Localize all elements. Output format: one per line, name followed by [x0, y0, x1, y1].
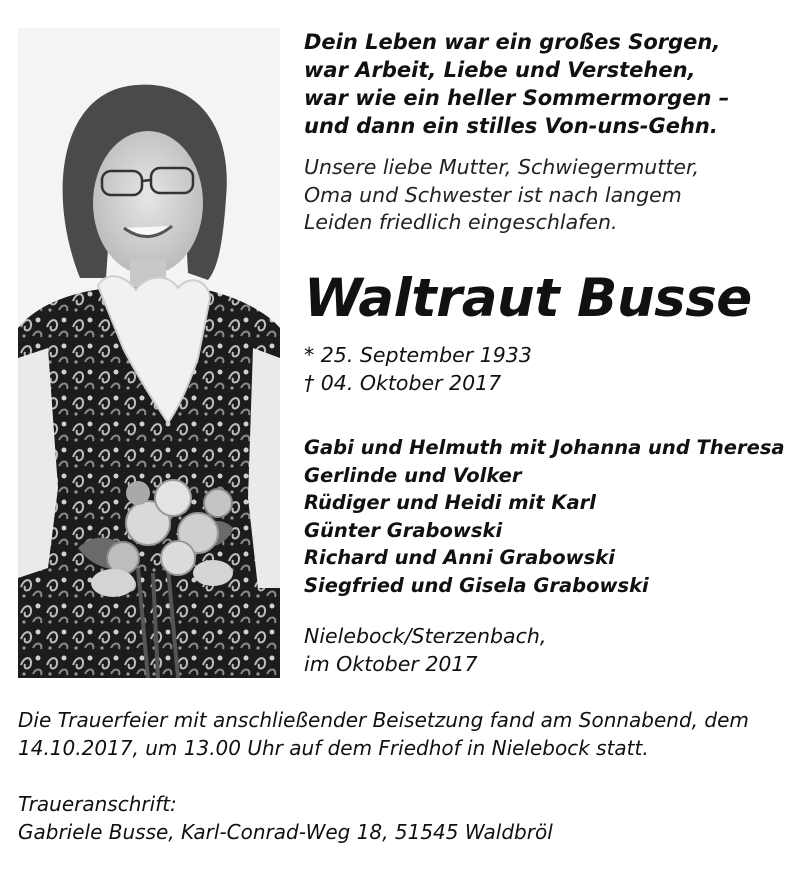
- mourner-entry: Siegfried und Gisela Grabowski: [304, 573, 649, 597]
- mourning-address: [18, 790, 788, 846]
- place-and-date: [304, 622, 784, 678]
- mourner-entry: Günter Grabowski: [304, 518, 503, 542]
- intro-line: Oma und Schwester ist nach langem: [304, 182, 682, 207]
- mourner-entry: Rüdiger und Heidi mit Karl: [304, 491, 596, 514]
- intro-text: [304, 154, 784, 237]
- mourner-entry: Richard und Anni Grabowski: [304, 546, 615, 569]
- address-line: Gabriele Busse, Karl-Conrad-Weg 18, 51545 Waldbröl: [18, 820, 553, 844]
- intro-line: Leiden friedlich eingeschlafen.: [304, 210, 618, 234]
- mourner-entry: Gerlinde und Volker: [304, 463, 522, 487]
- poem-line: Dein Leben war ein großes Sorgen,: [304, 30, 721, 54]
- poem-line: war Arbeit, Liebe und Verstehen,: [304, 58, 696, 82]
- poem-line: und dann ein stilles Von-uns-Gehn.: [304, 114, 718, 138]
- poem-line: war wie ein heller Sommermorgen –: [304, 86, 730, 110]
- death-date: † 04. Oktober 2017: [304, 370, 502, 395]
- deceased-name: Waltraut Busse: [304, 268, 752, 329]
- funeral-info: [18, 706, 788, 762]
- mourner-entry: Gabi und Helmuth mit Johanna und Theresa: [304, 436, 785, 459]
- life-dates: [304, 342, 784, 397]
- place-line: im Oktober 2017: [304, 652, 478, 676]
- funeral-line: Die Trauerfeier mit anschließender Beisetzung fand am Sonnabend, dem: [18, 708, 749, 732]
- place-line: Nielebock/Sterzenbach,: [304, 624, 547, 648]
- birth-date: * 25. September 1933: [304, 343, 532, 367]
- address-label: Traueranschrift:: [18, 792, 177, 816]
- poem: [304, 28, 784, 140]
- intro-line: Unsere liebe Mutter, Schwiegermutter,: [304, 155, 700, 179]
- mourners-list: [304, 434, 794, 599]
- portrait-photo: [18, 28, 280, 678]
- funeral-line: 14.10.2017, um 13.00 Uhr auf dem Friedhof in Nielebock statt.: [18, 736, 649, 760]
